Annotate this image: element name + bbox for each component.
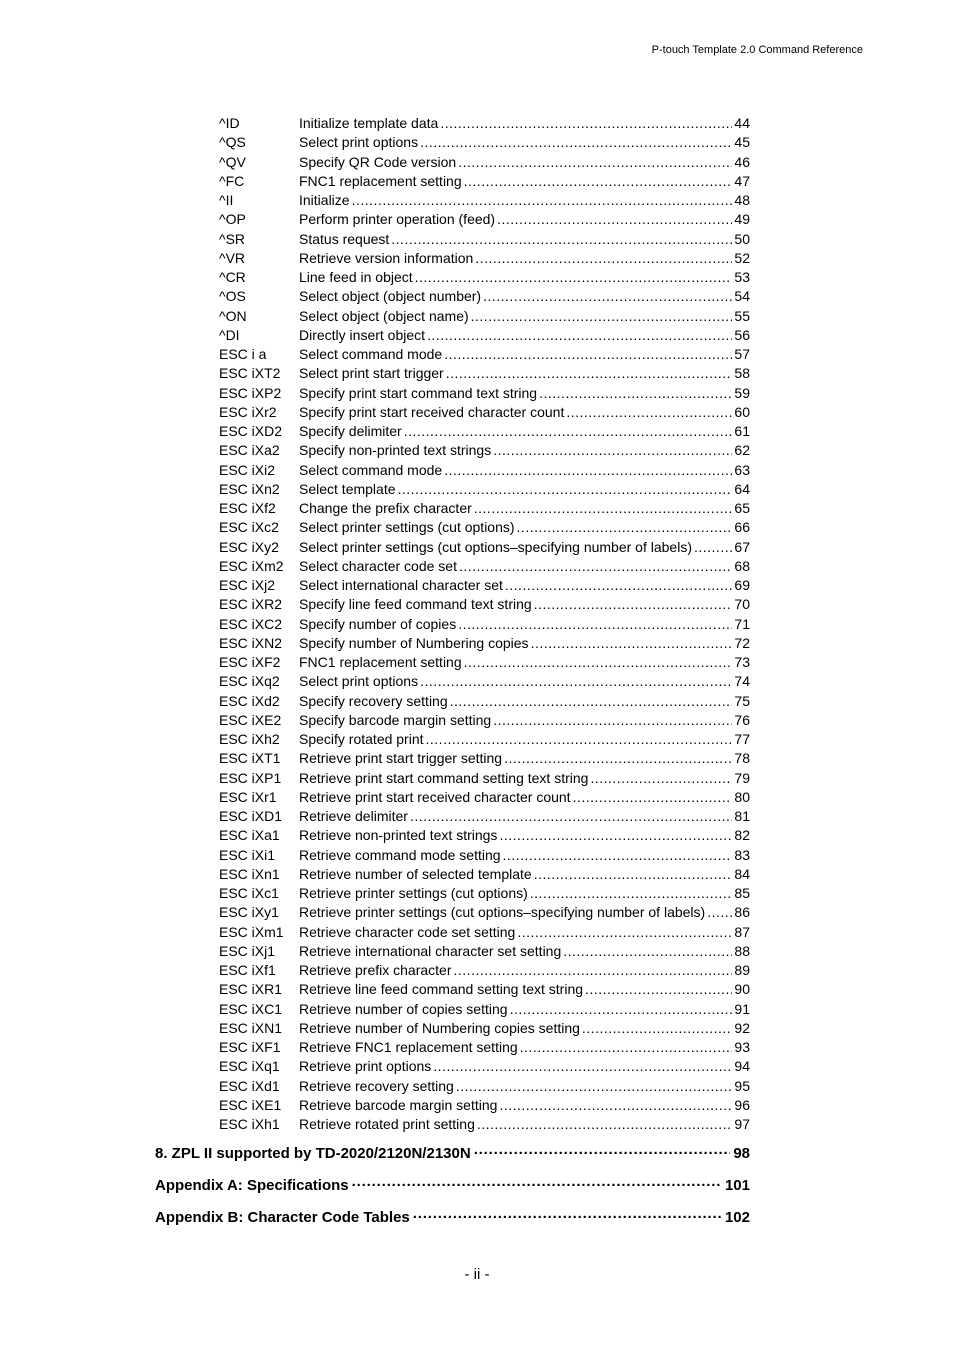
toc-entry-command: ESC iXR2 [219,596,283,613]
toc-entry-command: ESC iXC2 [219,615,283,632]
toc-entry-page: 57 [734,346,750,362]
toc-leader-dots [458,615,732,634]
toc-leader-dots [459,557,732,576]
toc-entry-command: ^QV [219,153,246,170]
toc-entry-title: Select print options [299,134,419,151]
toc-entry[interactable] [219,287,750,306]
toc-leader-dots [499,826,732,845]
toc-section-title: Appendix A: Specifications [155,1177,349,1194]
toc-entry[interactable] [219,653,750,672]
toc-entry[interactable] [219,692,750,711]
toc-entry-command: ^ID [219,115,240,131]
toc-entry[interactable] [219,846,750,865]
toc-entry-title: Retrieve recovery setting [299,1077,454,1094]
toc-entry-command: ^CR [219,269,246,285]
toc-entry-title: Specify number of Numbering copies [299,634,529,651]
toc-leader-dots [450,692,733,711]
toc-entry-title: Retrieve printer settings (cut options–specifying number of labels) [299,904,706,921]
toc-leader-dots [420,672,732,691]
toc-entry-command: ESC iXf2 [219,500,276,516]
toc-entry-command: ESC iXr2 [219,403,277,420]
toc-entry-title: Change the prefix character [299,500,472,516]
toc-entry-title: Select command mode [299,346,443,362]
toc-entry-title: Specify print start received character count [299,403,565,420]
toc-entry-page: 47 [734,172,750,189]
toc-entry-command: ESC iXT1 [219,750,281,767]
toc-entry-command: ESC iXN1 [219,1019,283,1036]
toc-entry-command: ESC iXj1 [219,942,276,959]
toc-entry-title: Retrieve version information [299,249,474,266]
toc-leader-dots [398,480,733,499]
toc-entry-page: 71 [734,615,750,632]
toc-entry-page: 67 [734,538,750,555]
toc-leader-dots [464,653,733,672]
toc-entry-command: ESC i a [219,346,267,362]
toc-entry-title: Status request [299,230,390,247]
toc-leader-dots [590,769,732,788]
toc-entry-page: 80 [734,788,750,805]
toc-leader-dots [458,153,732,172]
toc-entry-page: 91 [734,1000,750,1017]
toc-entry-command: ESC iXD1 [219,808,283,824]
toc-entry[interactable] [219,172,750,191]
toc-entry-command: ESC iXE2 [219,711,282,728]
toc-entry-page: 79 [734,769,750,786]
toc-entry-page: 64 [734,480,750,497]
toc-entry-page: 82 [734,827,750,844]
toc-entry-page: 95 [734,1077,750,1094]
toc-entry-command: ^VR [219,249,246,266]
toc-entry[interactable] [219,364,750,383]
toc-entry[interactable] [219,538,750,557]
toc-entry-page: 88 [734,942,750,959]
toc-entry-title: Retrieve international character set setting [299,942,562,959]
toc-entry-page: 58 [734,365,750,382]
toc-entry-page: 93 [734,1039,750,1055]
toc-entry-page: 50 [734,230,750,247]
toc-entry-command: ^OP [219,211,246,228]
toc-leader-dots [475,249,732,268]
toc-entry-page: 61 [734,423,750,439]
toc-entry-command: ^FC [219,172,245,189]
toc-entry-command: ESC iXD2 [219,423,283,439]
toc-entry[interactable] [219,1057,750,1076]
toc-leader-dots [404,422,733,441]
toc-leader-dots [427,326,732,345]
toc-entry-page: 60 [734,403,750,420]
toc-leader-dots [694,538,732,557]
toc-entry[interactable] [219,884,750,903]
toc-entry-title: Select template [299,480,396,497]
toc-leader-dots [563,942,732,961]
toc-leader-dots [566,403,732,422]
toc-entry[interactable] [219,249,750,268]
toc-entry-title: Select command mode [299,461,443,478]
toc-entry[interactable] [219,595,750,614]
toc-entry-title: Directly insert object [299,326,426,343]
toc-entry-page: 63 [734,461,750,478]
toc-leader-dots [474,499,733,518]
toc-entry-title: Retrieve FNC1 replacement setting [299,1039,518,1055]
toc-entry-page: 87 [734,923,750,940]
toc-entry[interactable] [219,826,750,845]
toc-entry-command: ESC iXa2 [219,442,280,459]
toc-leader-dots [534,595,733,614]
toc-entry-page: 92 [734,1019,750,1036]
toc-entry-command: ESC iXc2 [219,519,279,536]
toc-section-entry[interactable] [155,1206,750,1238]
toc-entry-page: 66 [734,519,750,536]
toc-entry-command: ^SR [219,230,246,247]
toc-leader-dots [464,172,733,191]
toc-section-page: 98 [733,1145,750,1162]
toc-entry[interactable] [219,210,750,229]
toc-section-page: 102 [724,1209,750,1226]
toc-entry-page: 62 [734,442,750,459]
toc-entry-command: ESC iXy2 [219,538,279,555]
toc-entry-command: ESC iXN2 [219,634,283,651]
toc-entry-command: ESC iXh2 [219,731,280,747]
toc-entry-page: 94 [734,1058,750,1075]
toc-entry[interactable] [219,672,750,691]
toc-entry[interactable] [219,1096,750,1115]
toc-entry-page: 52 [734,249,750,266]
toc-entry[interactable] [219,518,750,537]
toc-leader-dots [520,1038,733,1057]
toc-entry-page: 85 [734,885,750,901]
toc-entry-command: ESC iXq2 [219,673,280,690]
toc-entry[interactable] [219,153,750,172]
toc-leader-dots [504,749,732,768]
toc-entry-title: Retrieve non-printed text strings [299,827,498,844]
toc-entry[interactable] [219,634,750,653]
toc-leader-dots [352,191,733,210]
toc-leader-dots [493,441,732,460]
toc-entry-title: Retrieve character code set setting [299,923,516,940]
toc-leader-dots [352,1174,722,1198]
toc-entry-page: 65 [734,500,750,516]
toc-entry[interactable] [219,114,750,133]
toc-entry-command: ESC iXd1 [219,1077,280,1094]
toc-entry[interactable] [219,557,750,576]
toc-entry[interactable] [219,133,750,152]
toc-entry-page: 97 [734,1116,750,1132]
toc-entry-page: 76 [734,711,750,728]
toc-leader-dots [503,846,733,865]
toc-entry-title: Specify line feed command text string [299,596,532,613]
toc-leader-dots [456,1077,733,1096]
toc-entry[interactable] [219,403,750,422]
toc-leader-dots [534,865,733,884]
toc-entry-command: ESC iXn2 [219,480,280,497]
toc-leader-dots [707,903,732,922]
toc-entry[interactable] [219,903,750,922]
toc-entry-page: 84 [734,865,750,882]
toc-entry[interactable] [219,749,750,768]
toc-entry-page: 75 [734,692,750,709]
toc-entry[interactable] [219,942,750,961]
toc-entry-command: ESC iXF1 [219,1039,281,1055]
toc-entry-title: Specify rotated print [299,731,424,747]
toc-entry[interactable] [219,730,750,749]
toc-entry-title: Retrieve print start received character count [299,788,571,805]
toc-entry-title: Specify recovery setting [299,692,448,709]
toc-leader-dots [510,1000,733,1019]
toc-leader-dots [493,711,732,730]
toc-entry-title: Retrieve line feed command setting text string [299,981,584,998]
toc-entry[interactable] [219,923,750,942]
toc-entry[interactable] [219,576,750,595]
toc-entry-command: ESC iXm1 [219,923,284,940]
toc-entry-title: Line feed in object [299,269,413,285]
toc-leader-dots [585,980,732,999]
toc-entry-page: 56 [734,326,750,343]
toc-entry-title: Retrieve print start command setting text string [299,769,589,786]
toc-entry-command: ESC iXi1 [219,846,276,863]
toc-section-title: 8. ZPL II supported by TD-2020/2120N/2130N [155,1145,471,1162]
toc-entry[interactable] [219,1115,750,1134]
toc-entry[interactable] [219,441,750,460]
toc-entry-command: ESC iXP1 [219,769,282,786]
toc-leader-dots [415,268,733,287]
toc-leader-dots [497,210,732,229]
toc-entry-title: Initialize template data [299,115,439,131]
toc-leader-dots [446,364,733,383]
toc-leader-dots [517,923,732,942]
toc-entry-title: Retrieve command mode setting [299,846,501,863]
toc-entry[interactable] [219,1019,750,1038]
toc-leader-dots [426,730,733,749]
toc-leader-dots [505,576,733,595]
toc-entry-title: Specify non-printed text strings [299,442,492,459]
toc-entry[interactable] [219,1077,750,1096]
toc-leader-dots [454,961,733,980]
toc-entry-title: Retrieve number of copies setting [299,1000,508,1017]
toc-leader-dots [440,114,732,133]
toc-entry-title: Select print start trigger [299,365,444,382]
toc-entry[interactable] [219,480,750,499]
toc-entry-command: ^DI [219,326,240,343]
toc-leader-dots [410,807,732,826]
toc-entry-title: Select character code set [299,557,457,574]
toc-leader-dots [474,1142,731,1166]
toc-entry-title: Specify number of copies [299,615,457,632]
toc-entry-title: Select international character set [299,577,503,593]
toc-entry-command: ESC iXm2 [219,557,284,574]
toc-entry-page: 72 [734,634,750,651]
toc-entry[interactable] [219,422,750,441]
toc-entry-command: ^II [219,192,234,208]
toc-entry[interactable] [219,980,750,999]
toc-entry-command: ESC iXa1 [219,827,280,844]
toc-entry-page: 90 [734,981,750,998]
toc-leader-dots [413,1206,722,1230]
toc-entry-command: ESC iXC1 [219,1000,283,1017]
toc-entry-title: Select object (object number) [299,288,482,305]
toc-entry-title: Initialize [299,192,350,208]
toc-entry-title: Retrieve barcode margin setting [299,1096,498,1113]
toc-entry-title: Retrieve delimiter [299,808,408,824]
toc-leader-dots [444,345,732,364]
toc-leader-dots [444,461,732,480]
toc-entry-page: 49 [734,211,750,228]
toc-entry-title: Select object (object name) [299,307,469,324]
toc-entry-page: 77 [734,731,750,747]
toc-entry-page: 81 [734,808,750,824]
toc-leader-dots [483,287,732,306]
toc-section-title: Appendix B: Character Code Tables [155,1209,410,1226]
toc-entry-command: ESC iXR1 [219,981,283,998]
toc-entry-page: 69 [734,577,750,593]
toc-entry-title: Retrieve number of selected template [299,865,532,882]
toc-entry-title: Select print options [299,673,419,690]
toc-entry-title: Retrieve number of Numbering copies setting [299,1019,580,1036]
toc-entry[interactable] [219,268,750,287]
toc-section-list [155,1142,750,1238]
toc-entry-command: ^ON [219,307,247,324]
toc-entry[interactable] [219,499,750,518]
toc-entry-command: ESC iXn1 [219,865,280,882]
toc-entry[interactable] [219,769,750,788]
toc-entry-title: Retrieve prefix character [299,962,452,978]
toc-entry-page: 96 [734,1096,750,1113]
toc-entry-page: 59 [734,384,750,401]
toc-entry-command: ESC iXP2 [219,384,282,401]
toc-entry-command: ESC iXc1 [219,885,279,901]
toc-entry-command: ESC iXF2 [219,654,281,670]
toc-entry-command: ESC iXE1 [219,1096,282,1113]
toc-leader-dots [499,1096,732,1115]
toc-leader-dots [582,1019,733,1038]
toc-entry-page: 45 [734,134,750,151]
toc-entry-title: FNC1 replacement setting [299,654,462,670]
toc-entry-page: 70 [734,596,750,613]
toc-entry-title: Specify barcode margin setting [299,711,492,728]
toc-entry-title: Retrieve print start trigger setting [299,750,503,767]
toc-entry-title: Select printer settings (cut options–specifying number of labels) [299,538,692,555]
toc-entry-command: ESC iXd2 [219,692,280,709]
toc-entry[interactable] [219,384,750,403]
toc-entry-page: 89 [734,962,750,978]
toc-entry-page: 44 [734,115,750,131]
toc-entry-command: ESC iXi2 [219,461,276,478]
toc-leader-dots [477,1115,733,1134]
toc-leader-dots [517,518,733,537]
toc-leader-dots [420,133,732,152]
toc-entry-page: 74 [734,673,750,690]
page-number: - ii - [464,1266,490,1283]
toc-entry-title: Specify QR Code version [299,153,457,170]
toc-entry-command: ^OS [219,288,246,305]
toc-leader-dots [471,307,733,326]
toc-entry[interactable] [219,345,750,364]
toc-leader-dots [530,884,733,903]
toc-entry-title: Retrieve printer settings (cut options) [299,885,528,901]
toc-leader-dots [391,230,732,249]
toc-entry-title: Retrieve print options [299,1058,432,1075]
toc-entry[interactable] [219,1000,750,1019]
toc-entry-title: Select printer settings (cut options) [299,519,515,536]
toc-section-entry[interactable] [155,1174,750,1206]
toc-entry-title: Specify delimiter [299,423,402,439]
toc-entry-page: 48 [734,192,750,208]
toc-command-list [219,114,750,1134]
toc-section-entry[interactable] [155,1142,750,1174]
toc-entry-page: 53 [734,269,750,285]
toc-entry[interactable] [219,788,750,807]
toc-entry-command: ESC iXr1 [219,788,277,805]
toc-entry[interactable] [219,230,750,249]
toc-entry[interactable] [219,326,750,345]
toc-entry-page: 73 [734,654,750,670]
toc-entry[interactable] [219,615,750,634]
toc-entry-command: ESC iXj2 [219,577,276,593]
toc-entry[interactable] [219,307,750,326]
toc-entry-page: 86 [734,904,750,921]
toc-entry[interactable] [219,961,750,980]
toc-entry-command: ESC iXf1 [219,962,276,978]
toc-entry-page: 78 [734,750,750,767]
toc-entry[interactable] [219,807,750,826]
toc-entry[interactable] [219,461,750,480]
toc-entry-command: ESC iXy1 [219,904,279,921]
toc-entry-title: Specify print start command text string [299,384,538,401]
toc-entry-page: 68 [734,557,750,574]
toc-entry-command: ESC iXT2 [219,365,281,382]
toc-entry-command: ^QS [219,134,246,151]
toc-entry[interactable] [219,865,750,884]
toc-entry-title: Perform printer operation (feed) [299,211,496,228]
toc-entry-title: Retrieve rotated print setting [299,1116,475,1132]
toc-entry-page: 55 [734,307,750,324]
toc-leader-dots [531,634,733,653]
toc-entry-page: 54 [734,288,750,305]
toc-entry-command: ESC iXh1 [219,1116,280,1132]
toc-entry[interactable] [219,711,750,730]
toc-leader-dots [539,384,732,403]
toc-leader-dots [433,1057,732,1076]
toc-leader-dots [573,788,733,807]
toc-section-page: 101 [724,1177,750,1194]
toc-entry-page: 46 [734,153,750,170]
toc-entry[interactable] [219,1038,750,1057]
toc-entry-page: 83 [734,846,750,863]
toc-entry-title: FNC1 replacement setting [299,172,462,189]
toc-entry[interactable] [219,191,750,210]
document-header: P-touch Template 2.0 Command Reference [651,44,863,56]
toc-entry-command: ESC iXq1 [219,1058,280,1075]
